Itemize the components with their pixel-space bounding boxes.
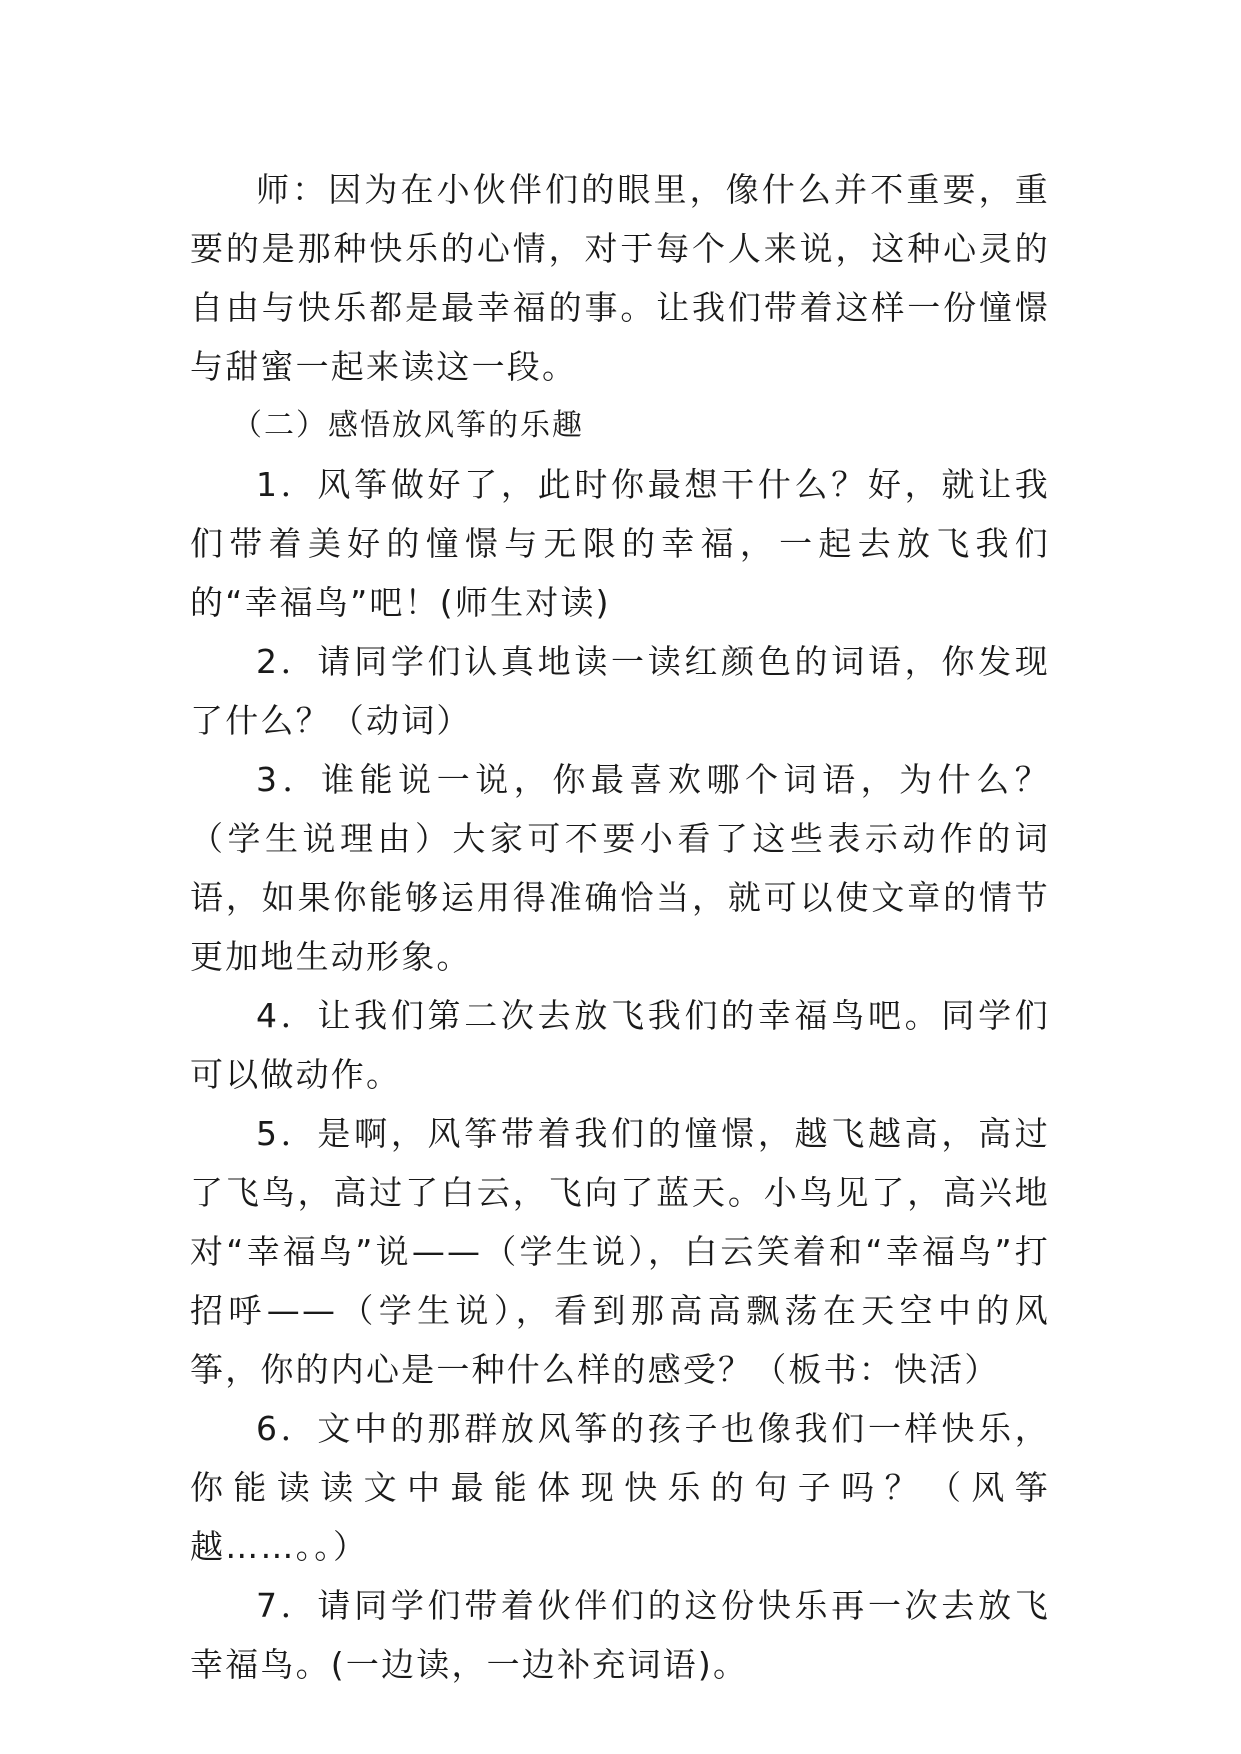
paragraph-step-2: 2．请同学们认真地读一读红颜色的词语，你发现了什么？（动词）	[190, 642, 1050, 740]
document-body	[190, 160, 1050, 1694]
paragraph-step-5: 5．是啊，风筝带着我们的憧憬，越飞越高，高过了飞鸟，高过了白云，飞向了蓝天。小鸟见了，高兴地对“幸福鸟”说——（学生说），白云笑着和“幸福鸟”打招呼——（学生说），看到那高高飘荡在天空中的风筝，你的内心是一种什么样的感受？（板书：快活）	[190, 1114, 1050, 1389]
paragraph-step-1: 1．风筝做好了，此时你最想干什么？好，就让我们带着美好的憧憬与无限的幸福，一起去放飞我们的“幸福鸟”吧！(师生对读)	[190, 465, 1050, 622]
paragraph-step-6: 6．文中的那群放风筝的孩子也像我们一样快乐，你能读读文中最能体现快乐的句子吗？（风筝越……。。）	[190, 1409, 1050, 1566]
paragraph-teacher-remark: 师：因为在小伙伴们的眼里，像什么并不重要，重要的是那种快乐的心情，对于每个人来说，这种心灵的自由与快乐都是最幸福的事。让我们带着这样一份憧憬与甜蜜一起来读这一段。	[190, 170, 1050, 386]
paragraph-step-3: 3．谁能说一说，你最喜欢哪个词语，为什么？（学生说理由）大家可不要小看了这些表示动作的词语，如果你能够运用得准确恰当，就可以使文章的情节更加地生动形象。	[190, 760, 1050, 976]
paragraph-step-4: 4．让我们第二次去放飞我们的幸福鸟吧。同学们可以做动作。	[190, 996, 1050, 1094]
paragraph-step-7: 7．请同学们带着伙伴们的这份快乐再一次去放飞幸福鸟。(一边读，一边补充词语)。	[190, 1586, 1050, 1684]
section-heading: （二）感悟放风筝的乐趣	[232, 408, 584, 443]
